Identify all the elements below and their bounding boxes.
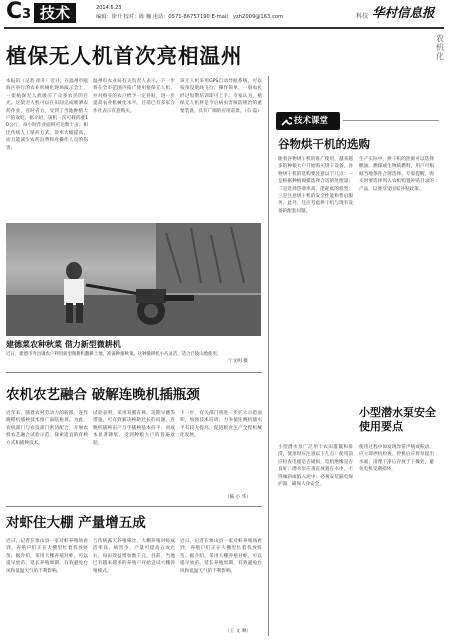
issue-date: 2014.6.23 [96, 5, 122, 11]
article-d-title: 对虾住大棚 产量增五成 [6, 515, 146, 531]
section-label: 技术 [39, 4, 70, 22]
section-divider-c [6, 372, 262, 373]
pump-body-col-1: 小型潜水泵广泛用于农田灌溉和排涝，使用时应注意以下几点：使用前应检查电缆是否破损，电机绝缘是否良好；潜水泵应垂直放置在水中，不得倾斜或陷入泥中；必须安装漏电保护器，确保人身安全。 [278, 445, 353, 488]
section-tag [34, 3, 76, 23]
article-d-body-col-2: 与传统露天养殖相比，大棚养殖对虾成活率高、病害少、产量可提高五成左右，每亩效益增加数千元。目前，当地已有越来越多的养殖户开始尝试大棚养殖模式。 [93, 539, 175, 574]
corn-dryer-body-col-2: 生产实际中，烘干机的热源可以选择燃油、燃煤或生物质燃料，用户可根据当地条件合理选择。专家提醒，购买时要选择列入农机购置补贴目录的产品，以便享受国家补贴政策。 [359, 157, 434, 192]
main-headline: 植保无人机首次亮相温州 [6, 44, 243, 68]
article-c-credit: （陈 小 华） [225, 495, 251, 500]
corn-dryer-title: 谷物烘干机的选购 [278, 137, 370, 151]
wrench-icon [280, 115, 292, 127]
page-number: 3 [22, 7, 32, 22]
article-c-body-col-1: 近年来，随着农村劳动力的转移，连作晚稻机插秧技术推广面临瓶颈。为此，农机部门与农技部门密切配合，开展农机农艺融合试验示范，探索适宜的育秧方式和插秧技术。 [6, 411, 88, 446]
paper-logo: 华村信息报 [372, 5, 435, 20]
main-body-col-1: 本报讯（记者 徐升）近日，在温州市瓯海区举行的农业机械化现场演示会上，一架植保无人机吸引了众多农民的目光。这架无人机可以在田间完成喷洒农药作业，省时省力，受到了当地种植大户的欢迎。据介绍，该机一次可载药液10公斤，每小时作业面积可达数十亩。相比传统人工喷药方式，效率大幅提高，而且能减少农药浪费和对操作人员的伤害。 [6, 79, 88, 151]
header-bar [0, 0, 450, 28]
photo-caption-title: 建德菜农种秋菜 借力新型微耕机 [6, 340, 121, 349]
article-c-body-col-2: 试验表明，采用双膜育秧、适期早播等措施，可有效解决秧龄过长的问题，连晚机插秧亩产与手插秧基本持平，而成本显著降低，受到种粮大户的普遍欢迎。 [93, 411, 175, 446]
corn-dryer-body-col-1: 随着谷物烘干机的推广使用，越来越多的种粮大户开始购买烘干设备。谷物烘干机的选购要注意以下几点：一是根据种植规模选择合适的处理量；二是选择热效率高、能耗低的机型；三是注意烘干机的安全性能和售后服务。此外，还应考虑烘干机与现有设备的配套问题。 [278, 157, 353, 214]
staff-line: 编辑：徐升 校对：陈 巍 电话：0571-86757190 E-mail：yzh2009@163.com [96, 14, 284, 20]
page-letter: C [6, 0, 23, 24]
photo-caption-credit: 宁文明 摄 [228, 359, 248, 364]
section-divider-d [6, 506, 262, 507]
header-divider [4, 27, 444, 29]
pump-body-col-2: 使用过程中如发现异常声响或振动，应立即停机检查。停机后应将泵提出水面，清理干净后存放于干燥处，避免电机受潮损坏。 [359, 445, 434, 473]
side-title: 农机化 [436, 34, 444, 61]
article-d-credit: （王 文 琳） [225, 629, 251, 634]
article-c-title: 农机农艺融合 破解连晚机插瓶颈 [6, 387, 200, 403]
photo-scene-illustration [6, 223, 261, 336]
article-d-body-col-3: 近日，记者在象山县一家对虾养殖场看到，养殖户们正在大棚里忙着投放虾苗。据介绍，采用大棚养殖对虾，可以提早放苗、延长养殖周期，有效避免台风和低温天气的不利影响。 [180, 539, 262, 574]
main-body-col-2: 温州市农业局有关负责人表示，下一步将在全市范围内推广使用植保无人机，并对购买的农户给予一定补贴，进一步提高农业机械化水平。目前已有多家合作社表示有意购买。 [93, 79, 175, 114]
article-d-body-col-1: 近日，记者在象山县一家对虾养殖场看到，养殖户们正在大棚里忙着投放虾苗。据介绍，采用大棚养殖对虾，可以提早放苗、延长养殖周期，有效避免台风和低温天气的不利影响。 [6, 539, 88, 574]
tech-class-label: 技术课堂 [294, 116, 329, 126]
tech-class-badge [276, 112, 340, 130]
paper-label: 科技 [356, 13, 369, 20]
main-body-col-3: 该无人机采用GPS自动导航系统，可以按预设航线飞行，操作简单，一般农民经过短期培训即可上手。专家认为，植保无人机将是今后病虫害统防统治的重要装备，具有广阔的应用前景。（石 磊） [180, 79, 262, 114]
column-divider [268, 76, 269, 636]
article-c-body-col-3: 下一步，有关部门将进一步扩大示范面积，加强技术培训，力争使连晚机插水平有较大提高，促进粮食生产全程机械化发展。 [180, 411, 262, 439]
tech-box-accent [343, 120, 439, 121]
pump-title: 小型潜水泵安全使用要点 [359, 406, 436, 433]
photo-caption-body: 近日，建德市寿昌镇农户利用新型微耕机翻耕土地，准备种植秋菜。这种微耕机小巧灵活，适合丘陵山地使用。 [6, 352, 222, 357]
news-photo [6, 223, 261, 336]
